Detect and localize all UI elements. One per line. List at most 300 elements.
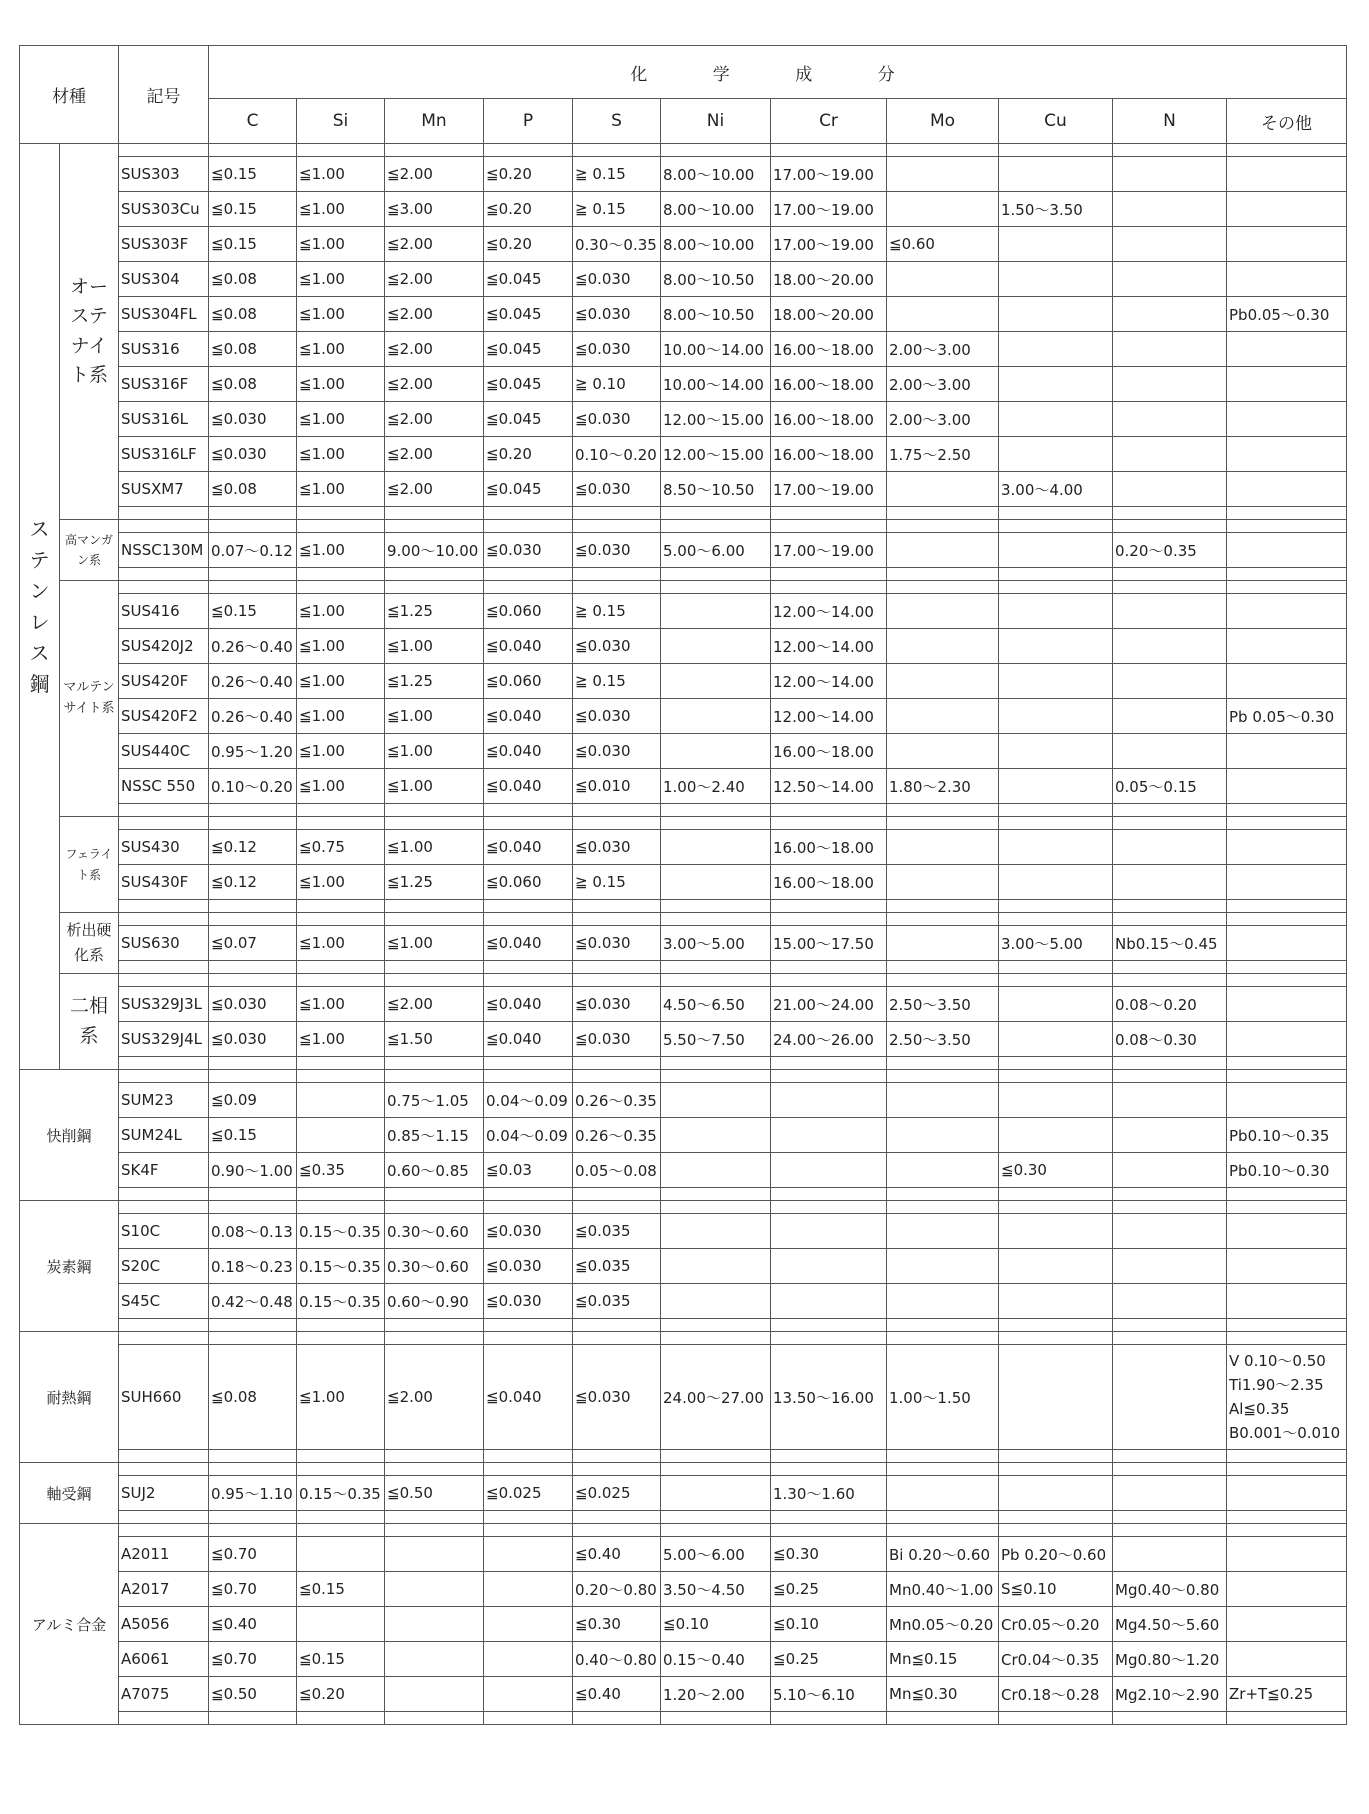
cell-value: ≦1.00	[297, 367, 385, 402]
cell-value	[385, 1537, 484, 1572]
cell-value: ≧ 0.15	[573, 594, 661, 629]
spacer-cell	[119, 1070, 209, 1083]
header-symbol: 記号	[119, 46, 209, 144]
cell-value: ≦0.030	[573, 926, 661, 961]
cell-value	[1113, 472, 1227, 507]
spacer-cell	[1113, 1070, 1227, 1083]
cell-value	[1113, 1249, 1227, 1284]
spacer-cell	[661, 1188, 771, 1201]
cell-value	[887, 830, 999, 865]
cell-value: ≦0.010	[573, 769, 661, 804]
other-line: Al≦0.35	[1229, 1400, 1290, 1418]
cell-value	[999, 865, 1113, 900]
cell-value: ≦2.00	[385, 157, 484, 192]
cell-value: ≦0.040	[484, 1345, 573, 1450]
cell-value: ≦0.040	[484, 926, 573, 961]
cell-symbol: A5056	[119, 1607, 209, 1642]
spacer-cell	[573, 1319, 661, 1332]
cell-value	[887, 1083, 999, 1118]
spacer-cell	[573, 568, 661, 581]
table-row	[20, 192, 1347, 227]
cell-value: 4.50～6.50	[661, 987, 771, 1022]
cell-value: ≦1.25	[385, 594, 484, 629]
cell-value	[1227, 594, 1347, 629]
cell-value: 0.15～0.35	[297, 1214, 385, 1249]
cell-value: ≦0.20	[297, 1677, 385, 1712]
spacer-cell	[573, 1057, 661, 1070]
table-row	[20, 1249, 1347, 1284]
cell-value: Mn≦0.30	[887, 1677, 999, 1712]
cell-value: 0.60～0.85	[385, 1153, 484, 1188]
cell-value: 12.00～14.00	[771, 664, 887, 699]
spacer-row	[20, 1511, 1347, 1524]
cell-value	[999, 332, 1113, 367]
cell-value	[1113, 830, 1227, 865]
table-header	[20, 46, 1347, 144]
cell-value	[484, 1677, 573, 1712]
spacer-cell	[887, 1070, 999, 1083]
spacer-cell	[1227, 900, 1347, 913]
cell-value: Nb0.15～0.45	[1113, 926, 1227, 961]
cell-value: ≦0.030	[573, 297, 661, 332]
spacer-cell	[1227, 913, 1347, 926]
spacer-cell	[771, 568, 887, 581]
table-row	[20, 262, 1347, 297]
spacer-cell	[1227, 520, 1347, 533]
spacer-cell	[1113, 1511, 1227, 1524]
cell-value	[1113, 1214, 1227, 1249]
cell-value	[661, 699, 771, 734]
spacer-cell	[661, 804, 771, 817]
spacer-cell	[1113, 581, 1227, 594]
cell-value: 12.00～15.00	[661, 402, 771, 437]
cell-value: ≦0.70	[209, 1537, 297, 1572]
cell-value	[887, 594, 999, 629]
table-row	[20, 865, 1347, 900]
header-composition: 化 学 成 分	[209, 46, 1347, 99]
spacer-cell	[1227, 1511, 1347, 1524]
spacer-cell	[887, 804, 999, 817]
spacer-cell	[887, 1201, 999, 1214]
cell-value: ≦0.035	[573, 1249, 661, 1284]
cell-value	[1227, 1284, 1347, 1319]
spacer-cell	[385, 817, 484, 830]
cell-value: 12.00～15.00	[661, 437, 771, 472]
spacer-cell	[1227, 568, 1347, 581]
spacer-cell	[573, 1188, 661, 1201]
header-col: C	[209, 99, 297, 144]
table-row	[20, 769, 1347, 804]
cell-value: ≦0.15	[209, 192, 297, 227]
spacer-cell	[661, 900, 771, 913]
cell-value: ≦0.060	[484, 664, 573, 699]
spacer-cell	[1227, 581, 1347, 594]
cell-value	[1227, 1214, 1347, 1249]
spacer-cell	[385, 1450, 484, 1463]
spacer-row	[20, 1332, 1347, 1345]
cell-symbol: SUS316F	[119, 367, 209, 402]
cell-value	[1227, 1642, 1347, 1677]
cell-value	[297, 1537, 385, 1572]
table-row	[20, 472, 1347, 507]
cell-symbol: SUS420F2	[119, 699, 209, 734]
cell-value	[771, 1249, 887, 1284]
cell-value: ≦0.030	[209, 1022, 297, 1057]
cell-value	[1227, 262, 1347, 297]
cell-value	[1227, 157, 1347, 192]
cell-value: ≦1.00	[385, 769, 484, 804]
cell-value: 8.00～10.50	[661, 262, 771, 297]
cell-symbol: SUS329J3L	[119, 987, 209, 1022]
table-row	[20, 297, 1347, 332]
spacer-cell	[484, 1319, 573, 1332]
spacer-cell	[484, 1201, 573, 1214]
cell-value	[887, 664, 999, 699]
cell-value: ≦1.00	[385, 699, 484, 734]
spacer-cell	[209, 1524, 297, 1537]
cell-value	[999, 830, 1113, 865]
cell-value	[1113, 1476, 1227, 1511]
spacer-cell	[484, 1057, 573, 1070]
cell-value: 0.07～0.12	[209, 533, 297, 568]
cell-value	[661, 1214, 771, 1249]
spacer-cell	[385, 1332, 484, 1345]
table-row	[20, 699, 1347, 734]
cell-value: ≦0.25	[771, 1572, 887, 1607]
spacer-cell	[484, 581, 573, 594]
cell-value	[1227, 664, 1347, 699]
spacer-cell	[484, 1511, 573, 1524]
cell-value	[1227, 437, 1347, 472]
cell-value: 5.00～6.00	[661, 1537, 771, 1572]
spacer-cell	[661, 1450, 771, 1463]
spacer-cell	[999, 520, 1113, 533]
cell-value: ≦0.045	[484, 297, 573, 332]
cell-value: ≦0.030	[209, 402, 297, 437]
spacer-cell	[1113, 817, 1227, 830]
cell-value	[1113, 262, 1227, 297]
table-row	[20, 1572, 1347, 1607]
spacer-cell	[484, 804, 573, 817]
spacer-cell	[484, 507, 573, 520]
cell-value: ≦2.00	[385, 472, 484, 507]
cell-value: ≦0.030	[573, 472, 661, 507]
cell-value: ≦1.00	[297, 297, 385, 332]
cell-value: ≦0.70	[209, 1572, 297, 1607]
cell-value	[385, 1572, 484, 1607]
cell-value: ≦0.03	[484, 1153, 573, 1188]
table-body	[20, 144, 1347, 1725]
cell-value: 16.00～18.00	[771, 734, 887, 769]
cell-value: 0.08～0.20	[1113, 987, 1227, 1022]
cell-value	[385, 1677, 484, 1712]
subgroup-label: 高マンガン系	[60, 520, 119, 581]
cell-value: ≦0.030	[573, 1345, 661, 1450]
cell-value: 0.42～0.48	[209, 1284, 297, 1319]
spacer-cell	[661, 1201, 771, 1214]
cell-value: ≦0.08	[209, 1345, 297, 1450]
spacer-cell	[887, 900, 999, 913]
cell-value: ≦1.00	[297, 594, 385, 629]
cell-value	[999, 227, 1113, 262]
cell-value: ≦0.20	[484, 437, 573, 472]
spacer-cell	[297, 817, 385, 830]
cell-value: ≦2.00	[385, 227, 484, 262]
cell-value: 0.10～0.20	[573, 437, 661, 472]
cell-value: 8.00～10.00	[661, 192, 771, 227]
cell-value: 24.00～26.00	[771, 1022, 887, 1057]
cell-value: ≦0.40	[573, 1537, 661, 1572]
cell-value: Cr0.18～0.28	[999, 1677, 1113, 1712]
spacer-cell	[999, 1712, 1113, 1725]
cell-value: ≦0.030	[573, 629, 661, 664]
cell-value	[999, 629, 1113, 664]
cell-value: 16.00～18.00	[771, 402, 887, 437]
spacer-cell	[297, 1319, 385, 1332]
spacer-row	[20, 581, 1347, 594]
table-row	[20, 437, 1347, 472]
cell-symbol: NSSC130M	[119, 533, 209, 568]
cell-value	[661, 1476, 771, 1511]
spacer-cell	[119, 1188, 209, 1201]
spacer-cell	[661, 507, 771, 520]
spacer-cell	[887, 1319, 999, 1332]
spacer-cell	[771, 1712, 887, 1725]
spacer-cell	[887, 1463, 999, 1476]
spacer-cell	[1227, 1712, 1347, 1725]
spacer-cell	[573, 1511, 661, 1524]
spacer-cell	[297, 1188, 385, 1201]
cell-value	[1113, 699, 1227, 734]
spacer-cell	[999, 1188, 1113, 1201]
cell-value	[999, 594, 1113, 629]
cell-value	[1113, 1284, 1227, 1319]
cell-value: ≦0.30	[771, 1537, 887, 1572]
spacer-cell	[999, 1511, 1113, 1524]
spacer-row	[20, 913, 1347, 926]
spacer-cell	[385, 1524, 484, 1537]
table-row	[20, 594, 1347, 629]
cell-value	[661, 629, 771, 664]
cell-value: ≦0.15	[297, 1642, 385, 1677]
cell-symbol: SUS416	[119, 594, 209, 629]
cell-value: ≦0.040	[484, 769, 573, 804]
cell-value: ≦0.08	[209, 297, 297, 332]
cell-value	[999, 437, 1113, 472]
cell-value: ≦0.040	[484, 987, 573, 1022]
cell-symbol: SUS303	[119, 157, 209, 192]
cell-symbol: SUSXM7	[119, 472, 209, 507]
cell-value: 1.80～2.30	[887, 769, 999, 804]
cell-value: ≦0.030	[573, 987, 661, 1022]
cell-value: ≦2.00	[385, 297, 484, 332]
cell-value	[999, 297, 1113, 332]
cell-value: 12.00～14.00	[771, 699, 887, 734]
cell-value: ≦1.00	[297, 987, 385, 1022]
cell-value	[887, 1249, 999, 1284]
spacer-cell	[887, 974, 999, 987]
cell-value	[999, 1022, 1113, 1057]
table-row	[20, 533, 1347, 568]
cell-value: 0.26～0.40	[209, 629, 297, 664]
cell-value: 0.05～0.08	[573, 1153, 661, 1188]
spacer-cell	[119, 1463, 209, 1476]
table-row	[20, 1214, 1347, 1249]
cell-value: 17.00～19.00	[771, 192, 887, 227]
spacer-cell	[887, 144, 999, 157]
spacer-cell	[573, 507, 661, 520]
cell-value	[1227, 830, 1347, 865]
spacer-cell	[209, 520, 297, 533]
spacer-cell	[209, 913, 297, 926]
spacer-cell	[297, 507, 385, 520]
spacer-cell	[297, 961, 385, 974]
cell-value	[999, 367, 1113, 402]
cell-value	[1227, 926, 1347, 961]
header-col: P	[484, 99, 573, 144]
spacer-cell	[573, 1524, 661, 1537]
spacer-cell	[119, 507, 209, 520]
table-row	[20, 1083, 1347, 1118]
cell-value	[999, 1118, 1113, 1153]
cell-value: ≦0.030	[484, 1249, 573, 1284]
spacer-cell	[119, 900, 209, 913]
cell-value	[661, 865, 771, 900]
cell-value: ≦1.25	[385, 865, 484, 900]
cell-value: 0.04～0.09	[484, 1083, 573, 1118]
spacer-cell	[771, 1188, 887, 1201]
spacer-cell	[1227, 1332, 1347, 1345]
spacer-row	[20, 974, 1347, 987]
spacer-cell	[385, 1057, 484, 1070]
cell-value: 2.50～3.50	[887, 987, 999, 1022]
cell-value	[887, 1284, 999, 1319]
spacer-cell	[1227, 1463, 1347, 1476]
cell-value	[484, 1537, 573, 1572]
cell-value	[887, 262, 999, 297]
spacer-cell	[887, 1511, 999, 1524]
cell-value	[999, 1476, 1113, 1511]
spacer-cell	[1113, 961, 1227, 974]
cell-value	[771, 1153, 887, 1188]
spacer-cell	[771, 900, 887, 913]
spacer-row	[20, 1201, 1347, 1214]
spacer-cell	[887, 1450, 999, 1463]
spacer-cell	[573, 1201, 661, 1214]
spacer-row	[20, 900, 1347, 913]
cell-value: ≦0.040	[484, 734, 573, 769]
spacer-row	[20, 1450, 1347, 1463]
cell-value	[999, 664, 1113, 699]
spacer-cell	[771, 1524, 887, 1537]
spacer-cell	[1113, 1450, 1227, 1463]
header-col: Cu	[999, 99, 1113, 144]
cell-value	[887, 1214, 999, 1249]
cell-value	[661, 1249, 771, 1284]
category-label: 炭素鋼	[20, 1201, 119, 1332]
spacer-cell	[297, 1511, 385, 1524]
spacer-row	[20, 507, 1347, 520]
cell-value	[1113, 1083, 1227, 1118]
spacer-cell	[385, 1712, 484, 1725]
cell-value: 5.10～6.10	[771, 1677, 887, 1712]
other-line: B0.001～0.010	[1229, 1424, 1341, 1442]
cell-value: ≦0.15	[209, 1118, 297, 1153]
cell-value: ≦0.030	[484, 1284, 573, 1319]
table-row	[20, 367, 1347, 402]
cell-value: ≦2.00	[385, 987, 484, 1022]
cell-value	[1227, 1022, 1347, 1057]
cell-value: ≦1.00	[385, 734, 484, 769]
table-row	[20, 402, 1347, 437]
spacer-cell	[297, 974, 385, 987]
cell-symbol: SUS420F	[119, 664, 209, 699]
cell-value: Mn≦0.15	[887, 1642, 999, 1677]
cell-value: ≦0.20	[484, 192, 573, 227]
cell-value	[771, 1214, 887, 1249]
cell-value: 1.75～2.50	[887, 437, 999, 472]
spacer-cell	[119, 1712, 209, 1725]
spacer-row	[20, 817, 1347, 830]
spacer-cell	[209, 568, 297, 581]
spacer-cell	[484, 1450, 573, 1463]
cell-value: Cr0.04～0.35	[999, 1642, 1113, 1677]
cell-symbol: SUS304FL	[119, 297, 209, 332]
spacer-cell	[999, 568, 1113, 581]
cell-value: 12.00～14.00	[771, 594, 887, 629]
cell-value	[1113, 734, 1227, 769]
cell-value	[887, 865, 999, 900]
spacer-cell	[1113, 913, 1227, 926]
cell-value: ≦2.00	[385, 332, 484, 367]
spacer-cell	[209, 1712, 297, 1725]
spacer-cell	[297, 1070, 385, 1083]
cell-value: ≦1.00	[297, 227, 385, 262]
composition-table	[19, 45, 1347, 1725]
cell-value: ≦1.00	[297, 157, 385, 192]
spacer-cell	[119, 961, 209, 974]
spacer-cell	[1227, 1450, 1347, 1463]
cell-value: ≦0.12	[209, 865, 297, 900]
cell-value	[771, 1118, 887, 1153]
spacer-cell	[484, 1524, 573, 1537]
spacer-cell	[771, 961, 887, 974]
cell-value	[1227, 472, 1347, 507]
spacer-cell	[661, 913, 771, 926]
spacer-cell	[661, 974, 771, 987]
cell-value	[999, 1284, 1113, 1319]
spacer-cell	[771, 1319, 887, 1332]
cell-value: Mg0.40～0.80	[1113, 1572, 1227, 1607]
cell-value: ≦0.035	[573, 1214, 661, 1249]
spacer-cell	[999, 1524, 1113, 1537]
spacer-cell	[1227, 974, 1347, 987]
spacer-cell	[297, 804, 385, 817]
cell-value	[887, 629, 999, 664]
cell-value: ≦2.00	[385, 262, 484, 297]
header-col: Cr	[771, 99, 887, 144]
spacer-cell	[771, 913, 887, 926]
cell-value: ≧ 0.15	[573, 865, 661, 900]
spacer-cell	[119, 144, 209, 157]
cell-value: ≦1.00	[297, 402, 385, 437]
spacer-cell	[661, 1332, 771, 1345]
cell-value: ≦0.060	[484, 594, 573, 629]
cell-value: ≦0.70	[209, 1642, 297, 1677]
category-label: 快削鋼	[20, 1070, 119, 1201]
header-col: Mo	[887, 99, 999, 144]
cell-value: 0.15～0.35	[297, 1249, 385, 1284]
